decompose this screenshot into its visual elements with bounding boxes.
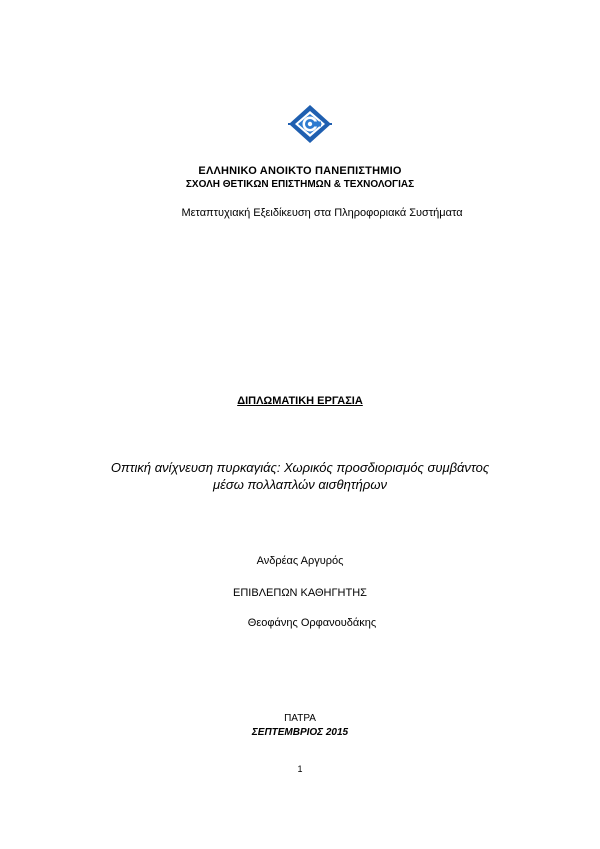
program-name: Μεταπτυχιακή Εξειδίκευση στα Πληροφοριακά Συστήματα <box>181 207 463 219</box>
author-name: Ανδρέας Αργυρός <box>256 555 344 567</box>
city: ΠΑΤΡΑ <box>284 713 316 724</box>
supervisor-name: Θεοφάνης Ορφανουδάκης <box>247 617 377 629</box>
university-logo-icon <box>288 104 332 144</box>
date: ΣΕΠΤΕΜΒΡΙΟΣ 2015 <box>251 727 349 738</box>
university-name: ΕΛΛΗΝΙΚΟ ΑΝΟΙΚΤΟ ΠΑΝΕΠΙΣΤΗΜΙΟ <box>198 165 402 177</box>
thesis-title-line-2: μέσω πολλαπλών αισθητήρων <box>213 477 387 492</box>
thesis-title-line-1: Οπτική ανίχνευση πυρκαγιάς: Χωρικός προσδιορισμός συμβάντος <box>110 460 490 475</box>
supervisor-label: ΕΠΙΒΛΕΠΩΝ ΚΑΘΗΓΗΤΗΣ <box>233 587 367 599</box>
page-number: 1 <box>297 764 303 774</box>
school-name: ΣΧΟΛΗ ΘΕΤΙΚΩΝ ΕΠΙΣΤΗΜΩΝ & ΤΕΧΝΟΛΟΓΙΑΣ <box>185 179 415 190</box>
document-type-heading: ΔΙΠΛΩΜΑΤΙΚΗ ΕΡΓΑΣΙΑ <box>237 395 363 407</box>
